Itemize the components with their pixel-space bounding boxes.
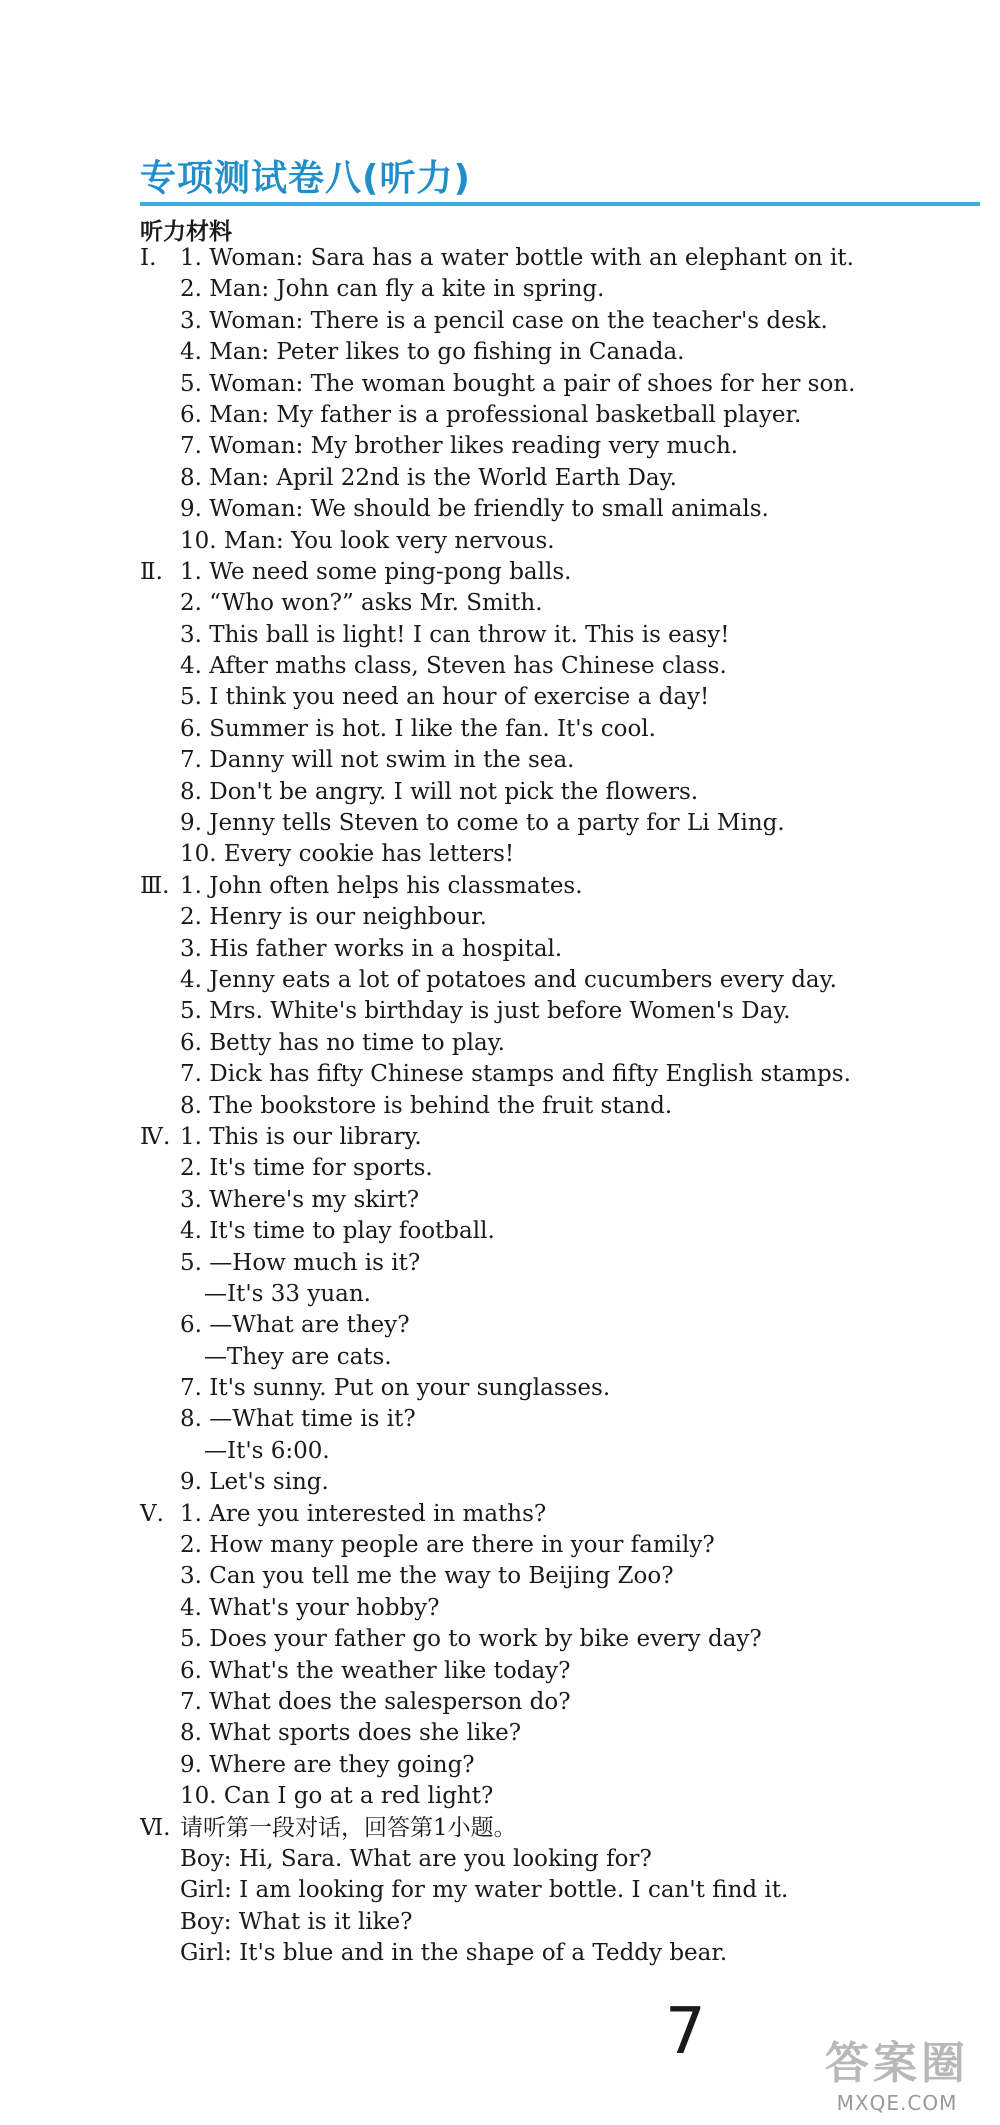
line-text: 7. It's sunny. Put on your sunglasses.	[180, 1375, 611, 1402]
section-mark-spacer	[140, 1624, 180, 1655]
question-line	[140, 369, 960, 400]
question-section	[140, 871, 960, 1122]
line-text: 5. I think you need an hour of exercise a day!	[180, 684, 710, 711]
section-mark: Ⅰ.	[140, 245, 157, 271]
question-line	[140, 557, 960, 588]
line-text: 9. Woman: We should be friendly to small animals.	[180, 496, 769, 523]
watermark-text: 答案圈	[825, 2038, 969, 2089]
line-text: 1. This is our library.	[180, 1123, 422, 1150]
line-text: 6. Betty has no time to play.	[180, 1029, 505, 1056]
section-mark-spacer	[140, 651, 180, 682]
section-mark-spacer	[140, 1091, 180, 1122]
section-mark-spacer	[140, 1938, 180, 1969]
section-mark-spacer	[140, 588, 180, 619]
section-mark-spacer	[140, 1907, 180, 1938]
line-text: 5. —How much is it?	[180, 1249, 421, 1276]
question-section	[140, 1499, 960, 1813]
section-mark-spacer	[140, 1373, 180, 1404]
section-mark: Ⅱ.	[140, 558, 163, 585]
section-mark-spacer	[140, 1530, 180, 1561]
section-mark-spacer	[140, 1153, 180, 1184]
section-mark-spacer	[140, 745, 180, 776]
line-text: —It's 33 yuan.	[204, 1280, 371, 1307]
line-text: 2. How many people are there in your family?	[180, 1532, 715, 1559]
question-section	[140, 1813, 960, 1970]
section-mark-spacer	[140, 714, 180, 745]
question-line	[140, 1499, 960, 1530]
question-line	[140, 1028, 960, 1059]
line-text: 10. Can I go at a red light?	[180, 1783, 494, 1810]
line-text: 4. Jenny eats a lot of potatoes and cucumbers every day.	[180, 966, 837, 993]
section-mark-spacer	[140, 934, 180, 965]
section-heading: 听力材料	[140, 219, 232, 245]
question-line	[140, 1687, 960, 1718]
line-text: 8. —What time is it?	[180, 1406, 416, 1433]
watermark-logo	[802, 2027, 992, 2115]
section-mark-spacer	[140, 839, 180, 870]
question-line	[140, 1122, 960, 1153]
page-title: 专项测试卷八(听力)	[140, 158, 471, 199]
section-mark-spacer	[140, 1404, 180, 1435]
line-text: 9. Where are they going?	[180, 1751, 475, 1778]
line-text: 2. “Who won?” asks Mr. Smith.	[180, 590, 543, 617]
section-mark-spacer	[140, 777, 180, 808]
question-line	[140, 1813, 960, 1844]
section-mark-spacer	[140, 526, 180, 557]
line-text: 8. Man: April 22nd is the World Earth Day.	[180, 464, 677, 491]
line-text: 9. Let's sing.	[180, 1469, 329, 1496]
line-text: 4. It's time to play football.	[180, 1218, 495, 1245]
line-text: —It's 6:00.	[204, 1437, 330, 1464]
line-text: 3. This ball is light! I can throw it. This is easy!	[180, 621, 730, 648]
question-line	[140, 1907, 960, 1938]
question-section	[140, 557, 960, 871]
line-text: Girl: I am looking for my water bottle. I can't find it.	[180, 1877, 789, 1904]
page-number: 7	[665, 1995, 706, 2069]
line-text: 2. Man: John can fly a kite in spring.	[180, 276, 605, 303]
section-mark-spacer	[140, 1185, 180, 1216]
line-text: 6. —What are they?	[180, 1312, 410, 1339]
line-text: 请听第一段对话，回答第1小题。	[180, 1814, 517, 1841]
section-mark-spacer	[140, 1342, 180, 1373]
line-text: 6. Man: My father is a professional basketball player.	[180, 401, 802, 428]
section-mark-spacer	[140, 494, 180, 525]
section-mark-spacer	[140, 1656, 180, 1687]
section-mark-spacer	[140, 463, 180, 494]
question-line	[140, 243, 960, 274]
line-text: 5. Woman: The woman bought a pair of shoes for her son.	[180, 370, 856, 397]
line-text: 4. Man: Peter likes to go fishing in Canada.	[180, 339, 685, 366]
question-line	[140, 965, 960, 996]
line-text: 1. We need some ping-pong balls.	[180, 558, 572, 585]
question-line	[140, 1185, 960, 1216]
question-line	[140, 620, 960, 651]
section-mark-spacer	[140, 996, 180, 1027]
question-line	[140, 1530, 960, 1561]
question-line	[140, 902, 960, 933]
question-line	[140, 1216, 960, 1247]
line-text: 3. Where's my skirt?	[180, 1186, 420, 1213]
question-line	[140, 526, 960, 557]
section-mark-spacer	[140, 1844, 180, 1875]
line-text: 3. Woman: There is a pencil case on the teacher's desk.	[180, 307, 828, 334]
question-line	[140, 745, 960, 776]
question-line	[140, 1561, 960, 1592]
section-mark-spacer	[140, 1248, 180, 1279]
section-mark-spacer	[140, 1781, 180, 1812]
line-text: 5. Mrs. White's birthday is just before Women's Day.	[180, 998, 791, 1025]
section-mark-spacer	[140, 965, 180, 996]
question-line	[140, 1718, 960, 1749]
section-mark-spacer	[140, 1028, 180, 1059]
question-line	[140, 1781, 960, 1812]
question-line	[140, 839, 960, 870]
line-text: 7. Danny will not swim in the sea.	[180, 747, 575, 774]
question-line	[140, 588, 960, 619]
question-line	[140, 1656, 960, 1687]
line-text: 10. Every cookie has letters!	[180, 841, 515, 868]
question-line	[140, 494, 960, 525]
section-mark-spacer	[140, 274, 180, 305]
section-mark-spacer	[140, 369, 180, 400]
listening-materials	[140, 243, 960, 1969]
question-line	[140, 1373, 960, 1404]
section-mark: Ⅳ.	[140, 1123, 171, 1150]
line-text: 1. Woman: Sara has a water bottle with an elephant on it.	[180, 245, 854, 271]
section-mark-spacer	[140, 808, 180, 839]
question-line	[140, 682, 960, 713]
line-text: Girl: It's blue and in the shape of a Teddy bear.	[180, 1940, 728, 1967]
line-text: 7. What does the salesperson do?	[180, 1688, 571, 1715]
question-line	[140, 1750, 960, 1781]
question-line	[140, 1248, 960, 1279]
question-line	[140, 996, 960, 1027]
section-mark-spacer	[140, 1718, 180, 1749]
question-line	[140, 1059, 960, 1090]
section-mark-spacer	[140, 400, 180, 431]
question-section	[140, 243, 960, 557]
question-line	[140, 1624, 960, 1655]
section-mark-spacer	[140, 682, 180, 713]
section-mark-spacer	[140, 1467, 180, 1498]
question-line	[140, 463, 960, 494]
section-mark-spacer	[140, 1750, 180, 1781]
question-line	[140, 1436, 960, 1467]
question-section	[140, 1122, 960, 1499]
line-text: 8. Don't be angry. I will not pick the flowers.	[180, 778, 699, 805]
line-text: 6. What's the weather like today?	[180, 1657, 571, 1684]
section-mark-spacer	[140, 620, 180, 651]
question-line	[140, 1091, 960, 1122]
question-line	[140, 651, 960, 682]
line-text: 2. It's time for sports.	[180, 1155, 433, 1182]
question-line	[140, 274, 960, 305]
line-text: 7. Dick has fifty Chinese stamps and fifty English stamps.	[180, 1061, 851, 1088]
line-text: 3. Can you tell me the way to Beijing Zoo?	[180, 1563, 674, 1590]
question-line	[140, 400, 960, 431]
question-line	[140, 777, 960, 808]
question-line	[140, 934, 960, 965]
question-line	[140, 808, 960, 839]
line-text: 1. Are you interested in maths?	[180, 1500, 547, 1527]
line-text: 2. Henry is our neighbour.	[180, 904, 487, 931]
line-text: 5. Does your father go to work by bike every day?	[180, 1626, 762, 1653]
line-text: —They are cats.	[204, 1343, 392, 1370]
line-text: 8. What sports does she like?	[180, 1720, 522, 1747]
line-text: 4. After maths class, Steven has Chinese class.	[180, 653, 727, 680]
section-mark-spacer	[140, 902, 180, 933]
line-text: 8. The bookstore is behind the fruit stand.	[180, 1092, 673, 1119]
section-mark-spacer	[140, 306, 180, 337]
header	[140, 150, 980, 210]
section-mark-spacer	[140, 1436, 180, 1467]
watermark-domain: MXQE.COM	[836, 2091, 958, 2115]
line-text: 4. What's your hobby?	[180, 1594, 440, 1621]
question-line	[140, 1593, 960, 1624]
question-line	[140, 337, 960, 368]
section-mark-spacer	[140, 1216, 180, 1247]
question-line	[140, 431, 960, 462]
section-mark-spacer	[140, 1561, 180, 1592]
line-text: Boy: Hi, Sara. What are you looking for?	[180, 1845, 652, 1872]
line-text: 10. Man: You look very nervous.	[180, 527, 555, 554]
section-mark-spacer	[140, 1593, 180, 1624]
question-line	[140, 1467, 960, 1498]
section-mark-spacer	[140, 1875, 180, 1906]
line-text: Boy: What is it like?	[180, 1908, 413, 1935]
question-line	[140, 1844, 960, 1875]
section-mark-spacer	[140, 1279, 180, 1310]
section-mark: Ⅲ.	[140, 872, 170, 899]
section-mark-spacer	[140, 1687, 180, 1718]
line-text: 1. John often helps his classmates.	[180, 872, 583, 899]
question-line	[140, 1938, 960, 1969]
line-text: 3. His father works in a hospital.	[180, 935, 563, 962]
title-underline	[140, 202, 980, 206]
question-line	[140, 1153, 960, 1184]
section-mark-spacer	[140, 431, 180, 462]
question-line	[140, 871, 960, 902]
section-mark-spacer	[140, 1059, 180, 1090]
line-text: 9. Jenny tells Steven to come to a party for Li Ming.	[180, 810, 785, 837]
section-mark: Ⅵ.	[140, 1814, 171, 1841]
question-line	[140, 1875, 960, 1906]
line-text: 7. Woman: My brother likes reading very much.	[180, 433, 739, 460]
question-line	[140, 306, 960, 337]
line-text: 6. Summer is hot. I like the fan. It's cool.	[180, 715, 656, 742]
section-mark-spacer	[140, 337, 180, 368]
section-mark: Ⅴ.	[140, 1500, 164, 1527]
question-line	[140, 1404, 960, 1435]
question-line	[140, 1342, 960, 1373]
question-line	[140, 1310, 960, 1341]
question-line	[140, 714, 960, 745]
question-line	[140, 1279, 960, 1310]
section-mark-spacer	[140, 1310, 180, 1341]
